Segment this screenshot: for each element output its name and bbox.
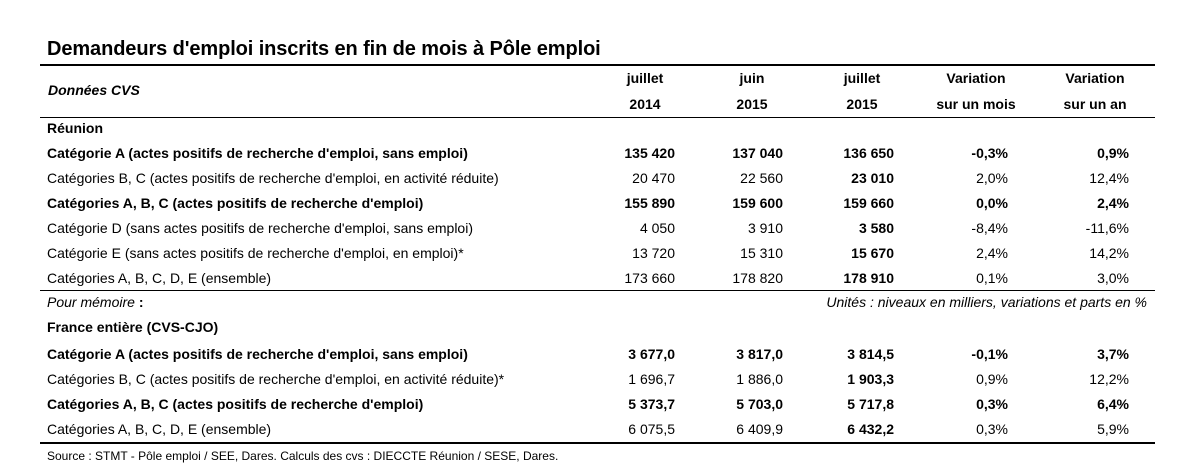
cell-jun-2015: 159 600 (732, 195, 783, 211)
cell-jul-2015: 3 814,5 (847, 346, 894, 362)
cell-jul-2014: 4 050 (639, 220, 675, 236)
cell-jul-2015: 3 580 (858, 220, 894, 236)
row-label: Catégorie A (actes positifs de recherche d'emploi, sans emploi) (47, 145, 468, 161)
cell-variation-year: -11,6% (1085, 220, 1129, 236)
table-row (40, 141, 1155, 166)
cell-variation-year: 3,7% (1097, 346, 1129, 362)
units-note: Unités : niveaux en milliers, variations et parts en % (826, 294, 1147, 310)
section-title-reunion: Réunion (47, 120, 103, 136)
header-col-jun-2015: juin 2015 (736, 70, 768, 112)
memo-label (47, 290, 143, 315)
cell-jul-2015: 5 717,8 (847, 396, 894, 412)
cell-jul-2014: 13 720 (632, 245, 675, 261)
cell-jul-2015: 15 670 (851, 245, 894, 261)
cell-variation-year: 5,9% (1097, 421, 1129, 437)
cell-variation-month: 0,3% (976, 421, 1008, 437)
cell-variation-month: -0,3% (971, 145, 1008, 161)
cell-variation-month: 2,4% (976, 245, 1008, 261)
header-col-variation-month: Variation sur un mois (936, 70, 1016, 112)
row-label: Catégorie A (actes positifs de recherche d'emploi, sans emploi) (47, 346, 468, 362)
header-col-variation-year: Variation sur un an (1063, 70, 1127, 112)
row-label: Catégories A, B, C (actes positifs de recherche d'emploi) (47, 396, 424, 412)
row-label: Catégories B, C (actes positifs de recherche d'emploi, en activité réduite)* (47, 371, 505, 387)
cell-variation-month: -0,1% (971, 346, 1008, 362)
cell-jul-2014: 6 075,5 (628, 421, 675, 437)
cell-jul-2015: 6 432,2 (847, 421, 894, 437)
table-title: Demandeurs d'emploi inscrits en fin de mois à Pôle emploi (47, 38, 601, 60)
row-label: Catégorie E (sans actes positifs de recherche d'emploi, en emploi)* (47, 245, 464, 261)
cell-variation-year: 2,4% (1097, 195, 1129, 211)
row-label: Catégories A, B, C, D, E (ensemble) (47, 421, 272, 437)
table-row (40, 417, 1155, 442)
cell-variation-month: 2,0% (976, 170, 1008, 186)
cell-jul-2015: 23 010 (851, 170, 894, 186)
memo-colon: : (138, 294, 144, 310)
cell-jun-2015: 15 310 (740, 245, 783, 261)
header-col-jul-2015: juillet 2015 (843, 70, 881, 112)
cell-jun-2015: 3 910 (747, 220, 783, 236)
table-row (40, 266, 1155, 291)
cell-variation-year: 14,2% (1089, 245, 1129, 261)
section-title-france: France entière (CVS-CJO) (47, 319, 219, 335)
table-row (40, 166, 1155, 191)
cell-jun-2015: 6 409,9 (736, 421, 783, 437)
cell-jun-2015: 1 886,0 (736, 371, 783, 387)
cell-variation-year: 12,4% (1089, 170, 1129, 186)
header-rule (40, 117, 1155, 118)
cell-variation-year: 0,9% (1097, 145, 1129, 161)
cell-jul-2014: 3 677,0 (628, 346, 675, 362)
cell-variation-month: 0,0% (976, 195, 1008, 211)
cell-jul-2015: 159 660 (843, 195, 894, 211)
row-label: Catégories A, B, C, D, E (ensemble) (47, 270, 272, 286)
table-row (40, 191, 1155, 216)
cell-jul-2014: 20 470 (632, 170, 675, 186)
cell-jul-2015: 1 903,3 (847, 371, 894, 387)
cell-variation-month: 0,1% (976, 270, 1008, 286)
cell-variation-month: 0,3% (976, 396, 1008, 412)
cell-jul-2014: 135 420 (624, 145, 675, 161)
cell-jul-2014: 1 696,7 (628, 371, 675, 387)
table-row (40, 392, 1155, 417)
bottom-rule (40, 442, 1155, 444)
cell-variation-year: 12,2% (1089, 371, 1129, 387)
cell-jul-2014: 155 890 (624, 195, 675, 211)
header-col-jul-2014: juillet 2014 (626, 70, 664, 112)
row-label: Catégories B, C (actes positifs de recherche d'emploi, en activité réduite) (47, 170, 499, 186)
cell-jul-2015: 136 650 (843, 145, 894, 161)
cell-jun-2015: 178 820 (732, 270, 783, 286)
cell-jul-2015: 178 910 (843, 270, 894, 286)
cell-jun-2015: 137 040 (732, 145, 783, 161)
cell-jul-2014: 5 373,7 (628, 396, 675, 412)
row-label: Catégories A, B, C (actes positifs de recherche d'emploi) (47, 195, 424, 211)
table-row (40, 342, 1155, 367)
table-row (40, 367, 1155, 392)
source-note: Source : STMT - Pôle emploi / SEE, Dares. Calculs des cvs : DIECCTE Réunion / SESE, Dares. (47, 449, 559, 463)
header-data-label: Données CVS (48, 82, 140, 98)
cell-jun-2015: 3 817,0 (736, 346, 783, 362)
cell-variation-month: -8,4% (971, 220, 1008, 236)
cell-jul-2014: 173 660 (624, 270, 675, 286)
cell-variation-year: 3,0% (1097, 270, 1129, 286)
memo-text: Pour mémoire (47, 294, 135, 310)
cell-jun-2015: 22 560 (740, 170, 783, 186)
row-label: Catégorie D (sans actes positifs de recherche d'emploi, sans emploi) (47, 220, 473, 236)
table-row (40, 241, 1155, 266)
cell-variation-month: 0,9% (976, 371, 1008, 387)
cell-variation-year: 6,4% (1097, 396, 1129, 412)
table-row (40, 216, 1155, 241)
cell-jun-2015: 5 703,0 (736, 396, 783, 412)
